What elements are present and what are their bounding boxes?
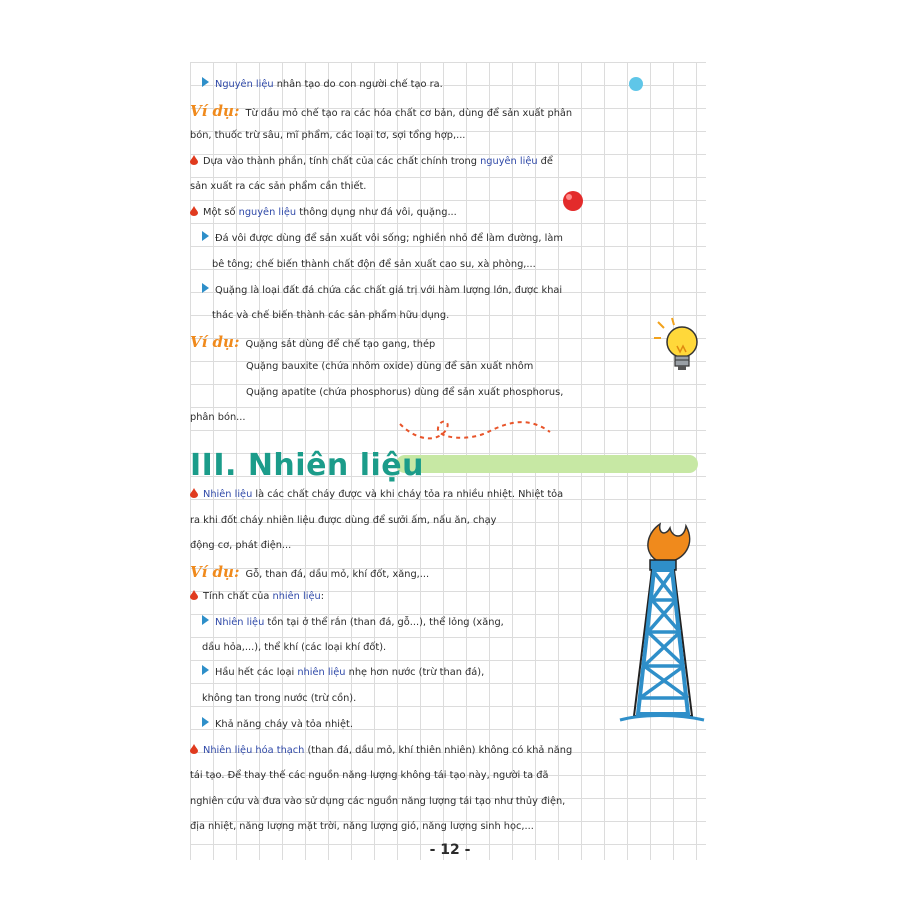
- drop-bullet-icon: [190, 488, 198, 498]
- line: Đá vôi được dùng để sản xuất vôi sống; nghiền nhỏ để làm đường, làm: [190, 228, 710, 250]
- heading-highlight: [396, 455, 698, 473]
- section-heading: III. Nhiên liệu: [190, 448, 424, 483]
- line: Nhiên liệu hóa thạch (than đá, dầu mỏ, khí thiên nhiên) không có khả năng: [190, 740, 710, 762]
- line: động cơ, phát điện...: [190, 540, 292, 551]
- triangle-bullet-icon: [202, 615, 209, 625]
- line: nghiên cứu và đưa vào sử dụng các nguồn năng lượng tái tạo như thủy điện,: [190, 796, 566, 807]
- line: Một số nguyên liệu thông dụng như đá vôi, quặng...: [190, 202, 710, 224]
- drop-bullet-icon: [190, 744, 198, 754]
- line: ra khi đốt cháy nhiên liệu được dùng để sưởi ấm, nấu ăn, chạy: [190, 515, 497, 526]
- line: phân bón...: [190, 412, 246, 423]
- triangle-bullet-icon: [202, 283, 209, 293]
- line: Quặng bauxite (chứa nhôm oxide) dùng để sản xuất nhôm: [246, 361, 534, 372]
- line: Ví dụ: Quặng sắt dùng để chế tạo gang, thép: [190, 333, 436, 351]
- line: Hầu hết các loại nhiên liệu nhẹ hơn nước (trừ than đá),: [190, 662, 710, 684]
- drop-bullet-icon: [190, 206, 198, 216]
- page-number: - 12 -: [429, 842, 471, 858]
- line: thác và chế biến thành các sản phẩm hữu dụng.: [212, 310, 450, 321]
- line: Nhiên liệu là các chất cháy được và khi cháy tỏa ra nhiều nhiệt. Nhiệt tỏa: [190, 484, 710, 506]
- drop-bullet-icon: [190, 155, 198, 165]
- line: tái tạo. Để thay thế các nguồn năng lượng không tái tạo này, người ta đã: [190, 770, 549, 781]
- drop-bullet-icon: [190, 590, 198, 600]
- line: Dựa vào thành phần, tính chất của các chất chính trong nguyên liệu để: [190, 151, 710, 173]
- triangle-bullet-icon: [202, 665, 209, 675]
- triangle-bullet-icon: [202, 231, 209, 241]
- line: Ví dụ: Từ dầu mỏ chế tạo ra các hóa chất cơ bản, dùng để sản xuất phân: [190, 102, 573, 120]
- line: Ví dụ: Gỗ, than đá, dầu mỏ, khí đốt, xăng,...: [190, 563, 430, 581]
- line: bón, thuốc trừ sâu, mĩ phẩm, các loại tơ, sợi tổng hợp,...: [190, 130, 466, 141]
- triangle-bullet-icon: [202, 77, 209, 87]
- line: Nguyên liệu nhân tạo do con người chế tạo ra.: [190, 74, 710, 96]
- line: bê tông; chế biến thành chất độn để sản xuất cao su, xà phòng,...: [212, 259, 536, 270]
- line: Nhiên liệu tồn tại ở thể rắn (than đá, gỗ...), thể lỏng (xăng,: [190, 612, 710, 634]
- line: Quặng là loại đất đá chứa các chất giá trị với hàm lượng lớn, được khai: [190, 280, 710, 302]
- line: Tính chất của nhiên liệu:: [190, 586, 710, 608]
- line: không tan trong nước (trừ cồn).: [202, 693, 357, 704]
- line: Khả năng cháy và tỏa nhiệt.: [190, 714, 710, 736]
- line: dầu hỏa,...), thể khí (các loại khí đốt).: [202, 642, 387, 653]
- line: Quặng apatite (chứa phosphorus) dùng để sản xuất phosphorus,: [246, 387, 564, 398]
- triangle-bullet-icon: [202, 717, 209, 727]
- line: địa nhiệt, năng lượng mặt trời, năng lượng gió, năng lượng sinh học,...: [190, 821, 534, 832]
- line: sản xuất ra các sản phẩm cần thiết.: [190, 181, 367, 192]
